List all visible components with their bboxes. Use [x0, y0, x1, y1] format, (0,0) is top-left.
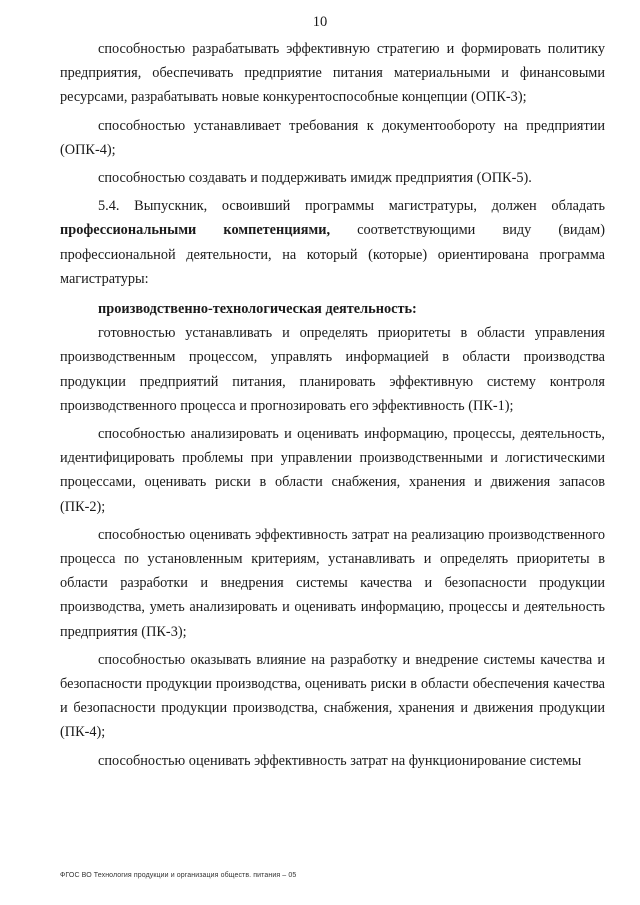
paragraph-5-4	[60, 194, 605, 291]
paragraph-5-4-bold: профессиональными компетенциями,	[60, 222, 331, 239]
paragraph-opk-5: способностью создавать и поддерживать имидж предприятия (ОПК-5).	[98, 170, 532, 187]
paragraph-opk-3: способностью разрабатывать эффективную стратегию и формировать политику предприятия, обеспечивать предприятие питания материальными и финансовыми ресурсами, разрабатывать новые конкурентоспособные концепции (ОПК-3);	[60, 41, 605, 106]
page-number: 10	[312, 14, 328, 30]
paragraph-5-4-end: соответствующими виду (видам) профессиональной деятельности, на который (которые) ориентирована программа магистратуры:	[60, 222, 605, 287]
paragraph-pk-1: готовностью устанавливать и определять приоритеты в области управления производственным процессом, управлять информацией в области производства продукции предприятий питания, планировать эффективную систему контроля производственного процесса и прогнозировать его эффективность (ПК-1);	[60, 325, 605, 414]
paragraph-pk-5: способностью оценивать эффективность затрат на функционирование системы	[98, 752, 582, 769]
page-footer: ФГОС ВО Технология продукции и организация обществ. питания – 05	[60, 872, 297, 879]
section-heading: производственно-технологическая деятельность:	[98, 301, 417, 318]
document-body	[60, 37, 605, 773]
paragraph-5-4-start: 5.4. Выпускник, освоивший программы магистратуры, должен обладать	[98, 198, 605, 215]
paragraph-pk-4: способностью оказывать влияние на разработку и внедрение системы качества и безопасности продукции производства, оценивать риски в области обеспечения качества и безопасности продукции производства, снабжения, хранения и движения продукции (ПК-4);	[60, 651, 605, 741]
paragraph-pk-2: способностью анализировать и оценивать информацию, процессы, деятельность, идентифицировать проблемы при управлении производственными и логистическими процессами, оценивать риски в области снабжения, хранения и движения запасов (ПК-2);	[60, 426, 605, 515]
paragraph-pk-3: способностью оценивать эффективность затрат на реализацию производственного процесса по установленным критериям, устанавливать и определять приоритеты в области разработки и внедрения системы качества и безопасности продукции производства, уметь анализировать и оценивать информацию, процессы и деятельность предприятия (ПК-3);	[60, 526, 605, 640]
paragraph-opk-4: способностью устанавливает требования к документообороту на предприятии (ОПК-4);	[60, 117, 605, 158]
